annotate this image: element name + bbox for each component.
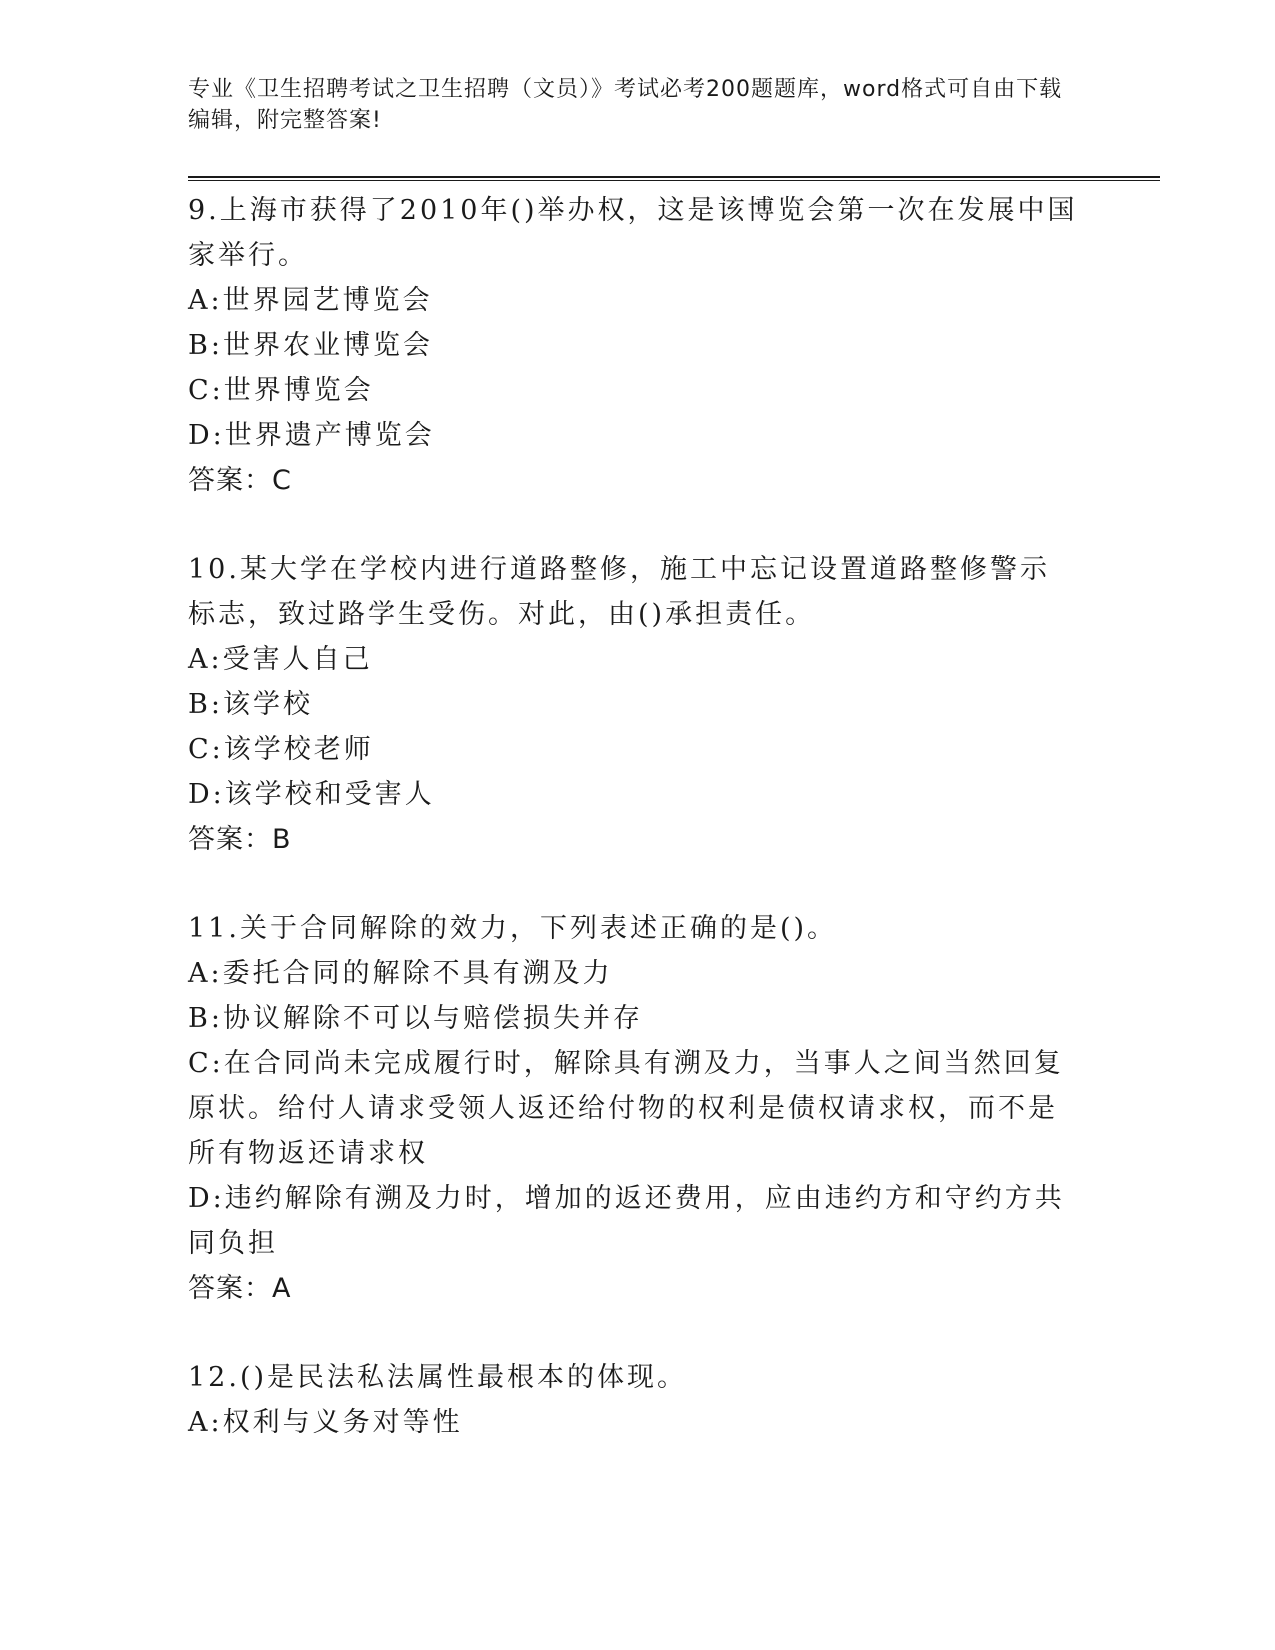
question-stem: 11.关于合同解除的效力，下列表述正确的是()。 bbox=[188, 913, 838, 944]
option-d: D:世界遗产博览会 bbox=[188, 420, 435, 451]
option-c: C:世界博览会 bbox=[188, 375, 374, 406]
option-a: A:权利与义务对等性 bbox=[188, 1407, 463, 1438]
option-a: A:世界园艺博览会 bbox=[188, 285, 433, 316]
question-stem: 10.某大学在学校内进行道路整修，施工中忘记设置道路整修警示标志，致过路学生受伤。对此，由()承担责任。 bbox=[188, 554, 1050, 630]
question-12 bbox=[188, 1355, 1078, 1445]
option-b: B:协议解除不可以与赔偿损失并存 bbox=[188, 1003, 643, 1034]
question-stem: 9.上海市获得了2010年()举办权，这是该博览会第一次在发展中国家举行。 bbox=[188, 195, 1078, 271]
option-c: C:在合同尚未完成履行时，解除具有溯及力，当事人之间当然回复原状。给付人请求受领人返还给付物的权利是债权请求权，而不是所有物返还请求权 bbox=[188, 1048, 1064, 1169]
option-a: A:受害人自己 bbox=[188, 644, 373, 675]
option-b: B:世界农业博览会 bbox=[188, 330, 433, 361]
option-c: C:该学校老师 bbox=[188, 734, 374, 765]
answer-label: 答案：A bbox=[188, 1273, 292, 1304]
option-d: D:该学校和受害人 bbox=[188, 779, 435, 810]
question-list bbox=[188, 188, 1078, 1489]
document-header: 专业《卫生招聘考试之卫生招聘（文员）》考试必考200题题库，word格式可自由下载编辑，附完整答案! bbox=[188, 77, 1063, 133]
question-stem: 12.()是民法私法属性最根本的体现。 bbox=[188, 1362, 688, 1393]
question-10 bbox=[188, 547, 1078, 862]
option-b: B:该学校 bbox=[188, 689, 313, 720]
option-a: A:委托合同的解除不具有溯及力 bbox=[188, 958, 613, 989]
question-11 bbox=[188, 906, 1078, 1311]
answer-label: 答案：C bbox=[188, 465, 292, 496]
option-d: D:违约解除有溯及力时，增加的返还费用，应由违约方和守约方共同负担 bbox=[188, 1183, 1065, 1259]
question-9 bbox=[188, 188, 1078, 503]
header-divider bbox=[188, 176, 1160, 181]
answer-label: 答案：B bbox=[188, 824, 292, 855]
